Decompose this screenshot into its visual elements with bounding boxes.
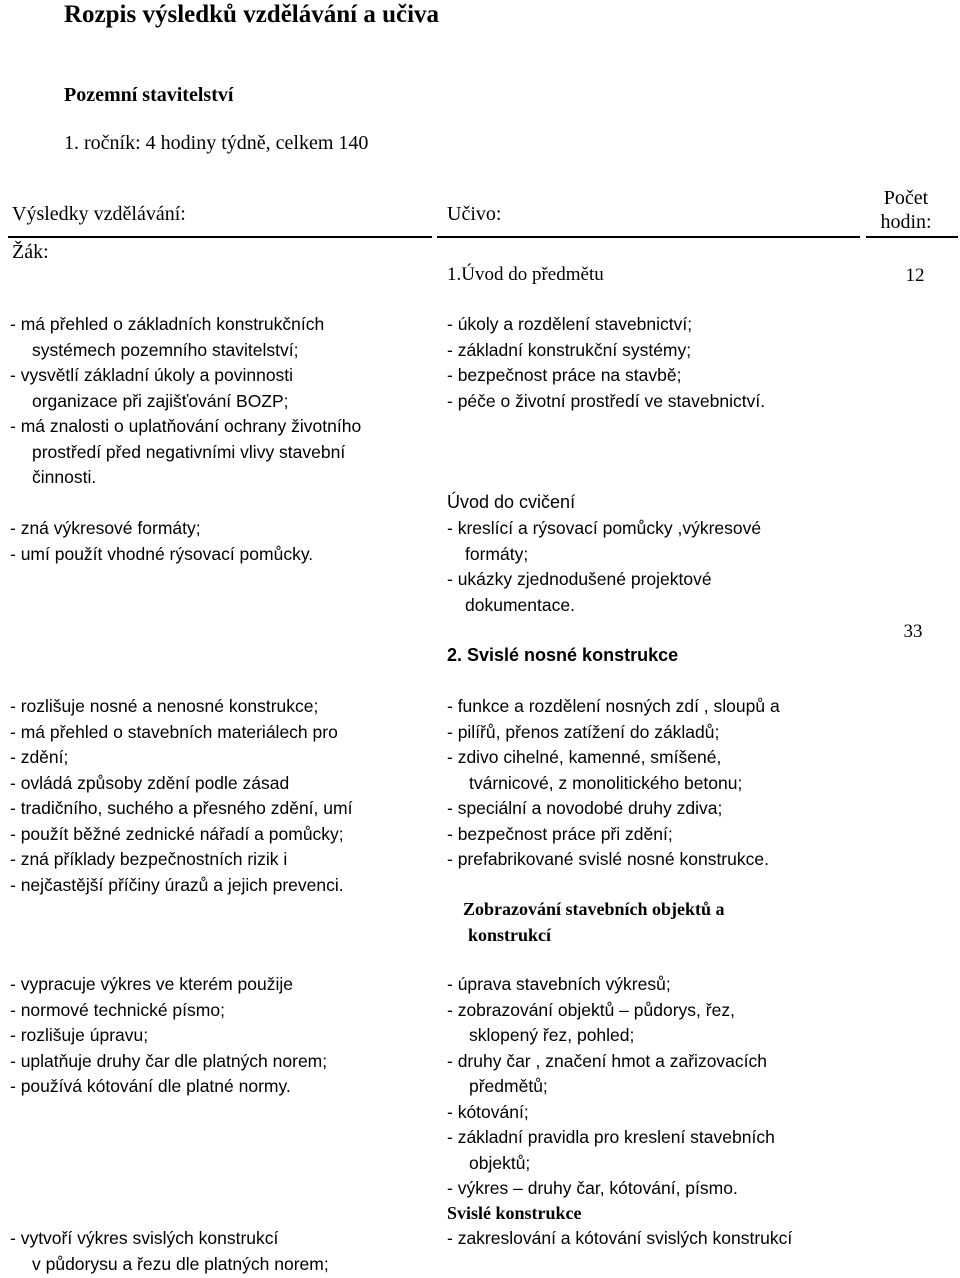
list-item: - zdivo cihelné, kamenné, smíšené, bbox=[447, 747, 722, 767]
header-rule-hours bbox=[866, 236, 958, 238]
section-1-hours: 12 bbox=[905, 265, 925, 286]
list-item: - vytvoří výkres svislých konstrukcí bbox=[10, 1228, 279, 1248]
list-item: - funkce a rozdělení nosných zdí , sloupů a bbox=[447, 696, 780, 716]
list-item: - ovládá způsoby zdění podle zásad bbox=[10, 772, 290, 793]
list-item: předmětů; bbox=[469, 1076, 548, 1096]
list-item: - tradičního, suchého a přesného zdění, umí bbox=[10, 798, 353, 818]
list-item: - uplatňuje druhy čar dle platných norem; bbox=[10, 1050, 328, 1071]
list-item: dokumentace. bbox=[465, 594, 575, 615]
list-item: - výkres – druhy čar, kótování, písmo. bbox=[447, 1178, 738, 1198]
list-item: - vypracuje výkres ve kterém použije bbox=[10, 974, 294, 994]
list-item: - základní konstrukční systémy; bbox=[447, 339, 692, 360]
list-item: - bezpečnost práce na stavbě; bbox=[447, 365, 682, 385]
list-item: - bezpečnost práce při zdění; bbox=[447, 823, 673, 844]
header-hours-line1: Počet bbox=[883, 187, 929, 209]
list-item: - normové technické písmo; bbox=[10, 999, 225, 1020]
section-2-outcomes-vertical bbox=[10, 1226, 329, 1277]
subheading-line: Zobrazování stavebních objektů a bbox=[463, 899, 725, 919]
section-2-subheading bbox=[463, 897, 725, 948]
list-item: - kótování; bbox=[447, 1101, 529, 1122]
list-item: tvárnicové, z monolitického betonu; bbox=[469, 772, 743, 793]
section-2-outcomes-drawing bbox=[10, 972, 327, 1100]
header-hours-line2: hodin: bbox=[880, 211, 932, 233]
section-1-heading: 1.Úvod do předmětu bbox=[447, 264, 604, 285]
header-content: Učivo: bbox=[447, 203, 502, 225]
list-item: prostředí před negativními vlivy stavební bbox=[32, 441, 346, 462]
section-1-content-exercise bbox=[447, 516, 761, 618]
list-item: - druhy čar , značení hmot a zařizovacích bbox=[447, 1050, 767, 1071]
header-rule-content bbox=[437, 236, 860, 238]
page-title: Rozpis výsledků vzdělávání a učiva bbox=[64, 1, 440, 28]
list-item: - rozlišuje úpravu; bbox=[10, 1025, 149, 1045]
list-item: - zobrazování objektů – půdorys, řez, bbox=[447, 999, 735, 1020]
section-1-outcomes bbox=[10, 312, 361, 491]
header-rule-outcomes bbox=[8, 236, 432, 238]
section-1-outcomes-exercise bbox=[10, 516, 313, 567]
year-hours-line: 1. ročník: 4 hodiny týdně, celkem 140 bbox=[64, 132, 369, 154]
subject-name: Pozemní stavitelství bbox=[64, 84, 234, 106]
list-item: - vysvětlí základní úkoly a povinnosti bbox=[10, 365, 294, 385]
header-hours bbox=[868, 186, 944, 234]
list-item: - pilířů, přenos zatížení do základů; bbox=[447, 721, 720, 742]
list-item: - kreslící a rýsovací pomůcky ,výkresové bbox=[447, 518, 762, 538]
header-outcomes: Výsledky vzdělávání: bbox=[12, 203, 186, 225]
list-item: - prefabrikované svislé nosné konstrukce. bbox=[447, 849, 769, 869]
list-item: sklopený řez, pohled; bbox=[469, 1025, 635, 1045]
list-item: - umí použít vhodné rýsovací pomůcky. bbox=[10, 543, 314, 564]
list-item: systémech pozemního stavitelství; bbox=[32, 339, 299, 360]
list-item: - zakreslování a kótování svislých konstrukcí bbox=[447, 1228, 793, 1248]
section-2-content-vertical bbox=[447, 1226, 792, 1252]
list-item: - úkoly a rozdělení stavebnictví; bbox=[447, 314, 693, 334]
section-2-heading: 2. Svislé nosné konstrukce bbox=[447, 645, 679, 665]
list-item: formáty; bbox=[465, 543, 529, 564]
list-item: - nejčastější příčiny úrazů a jejich prevenci. bbox=[10, 874, 344, 895]
list-item: - zná výkresové formáty; bbox=[10, 518, 201, 538]
section-2-content bbox=[447, 694, 780, 873]
list-item: - úprava stavebních výkresů; bbox=[447, 974, 671, 994]
section-2-content-drawing bbox=[447, 972, 775, 1202]
list-item: - zdění; bbox=[10, 747, 69, 767]
list-item: - používá kótování dle platné normy. bbox=[10, 1076, 291, 1096]
list-item: objektů; bbox=[469, 1152, 531, 1173]
list-item: v půdorysu a řezu dle platných norem; bbox=[32, 1253, 329, 1274]
subheading-line: konstrukcí bbox=[468, 924, 552, 945]
list-item: - má znalosti o uplatňování ochrany životního bbox=[10, 416, 362, 436]
section-2-subheading-vertical: Svislé konstrukce bbox=[447, 1203, 582, 1223]
section-1-content bbox=[447, 312, 765, 414]
list-item: - základní pravidla pro kreslení stavebních bbox=[447, 1127, 775, 1147]
list-item: - má přehled o základních konstrukčních bbox=[10, 314, 325, 334]
list-item: - použít běžné zednické nářadí a pomůcky; bbox=[10, 823, 344, 844]
header-student: Žák: bbox=[12, 241, 49, 263]
section-1-subheading: Úvod do cvičení bbox=[447, 492, 576, 512]
section-2-outcomes bbox=[10, 694, 352, 898]
list-item: - rozlišuje nosné a nenosné konstrukce; bbox=[10, 696, 319, 716]
list-item: - speciální a novodobé druhy zdiva; bbox=[447, 798, 723, 818]
list-item: činnosti. bbox=[32, 467, 97, 487]
list-item: - ukázky zjednodušené projektové bbox=[447, 569, 712, 589]
section-2-hours: 33 bbox=[903, 621, 923, 642]
list-item: organizace při zajišťování BOZP; bbox=[32, 390, 289, 411]
list-item: - zná příklady bezpečnostních rizik i bbox=[10, 849, 288, 869]
list-item: - péče o životní prostředí ve stavebnictví. bbox=[447, 390, 766, 411]
list-item: - má přehled o stavebních materiálech pro bbox=[10, 721, 338, 742]
